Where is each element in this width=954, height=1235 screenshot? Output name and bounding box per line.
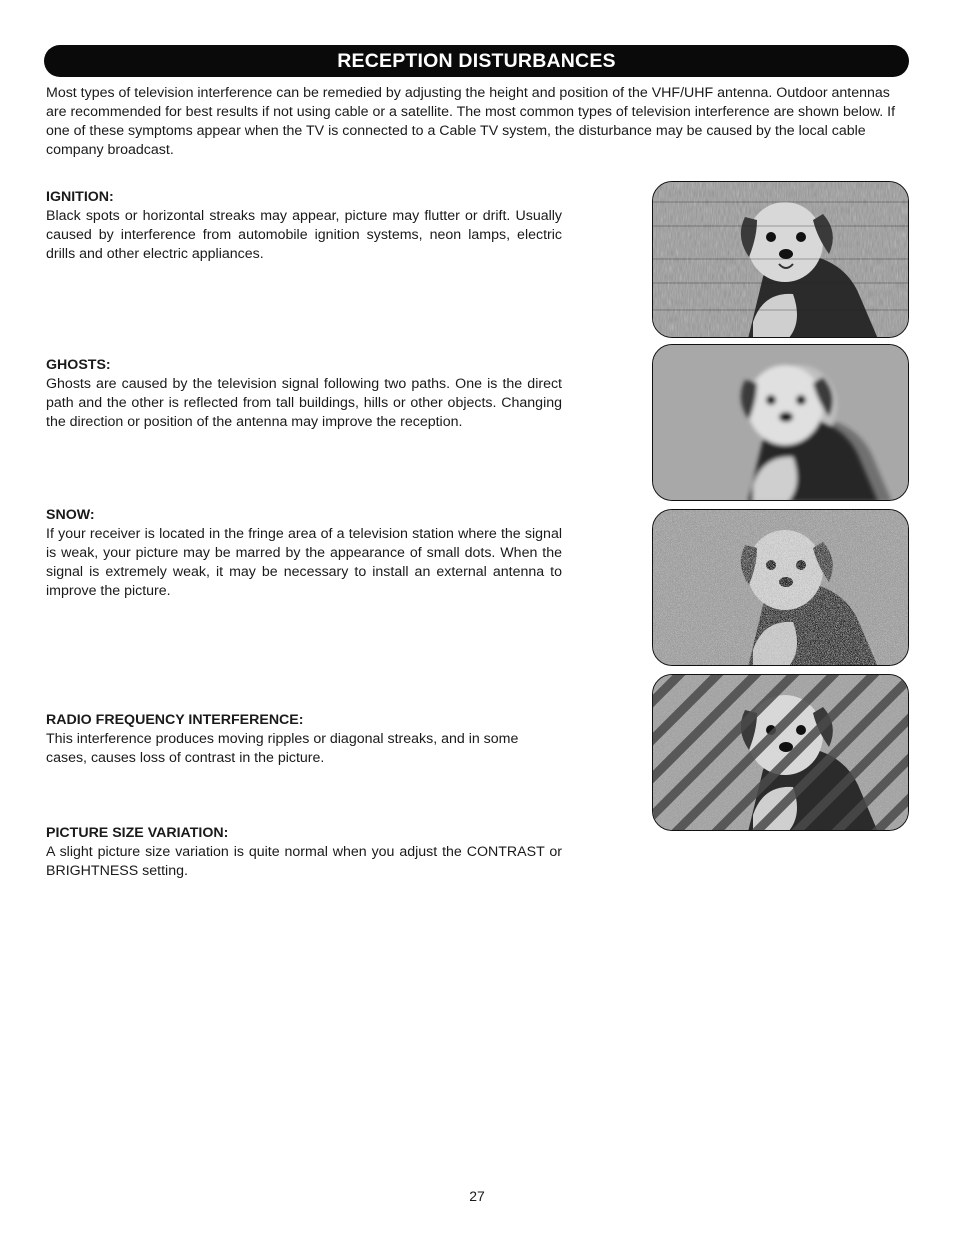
dog-photo-snow: [653, 510, 909, 666]
section-body: If your receiver is located in the fringe area of a television station where the signal is weak, your picture may be marred by the appearance of small dots. When the signal is extremely weak, it may be necessary to install an external antenna to improve the picture.: [46, 526, 562, 599]
section-heading: PICTURE SIZE VARIATION:: [46, 825, 229, 841]
page-title: RECEPTION DISTURBANCES: [337, 49, 616, 72]
dog-photo-ghosts: [653, 345, 909, 501]
section-title-bar: [44, 45, 909, 77]
dog-photo-ignition: [653, 182, 909, 338]
ignition-example-image: [652, 181, 909, 338]
section-heading: RADIO FREQUENCY INTERFERENCE:: [46, 712, 304, 728]
section-heading: GHOSTS:: [46, 357, 111, 373]
radio-frequency-example-image: [652, 674, 909, 831]
section-body: Black spots or horizontal streaks may appear, picture may flutter or drift. Usually caused by interference from automobile ignition systems, neon lamps, electric drills and other electric appliances.: [46, 208, 562, 262]
page-number: 27: [469, 1188, 485, 1204]
section-body: A slight picture size variation is quite normal when you adjust the CONTRAST or BRIGHTNESS setting.: [46, 844, 562, 879]
snow-example-image: [652, 509, 909, 666]
ghosts-example-image: [652, 344, 909, 501]
section-picture-size: [46, 824, 562, 881]
dog-photo-radio-frequency: [653, 675, 909, 831]
section-snow: [46, 506, 562, 601]
section-radio-frequency: [46, 711, 562, 768]
section-heading: SNOW:: [46, 507, 95, 523]
section-ghosts: [46, 356, 562, 432]
section-heading: IGNITION:: [46, 189, 114, 205]
intro-paragraph: Most types of television interference can be remedied by adjusting the height and position of the VHF/UHF antenna. Outdoor antennas are recommended for best results if not using cable or a satellite. The most common types of television interference are shown below. If one of these symptoms appear when the TV is connected to a Cable TV system, the disturbance may be caused by the local cable company broadcast.: [46, 85, 896, 158]
section-body: Ghosts are caused by the television signal following two paths. One is the direct path and the other is reflected from tall buildings, hills or other objects. Changing the direction or position of the antenna may improve the reception.: [46, 376, 562, 430]
section-ignition: [46, 188, 562, 264]
section-body: This interference produces moving ripples or diagonal streaks, and in some cases, causes loss of contrast in the picture.: [46, 731, 519, 766]
